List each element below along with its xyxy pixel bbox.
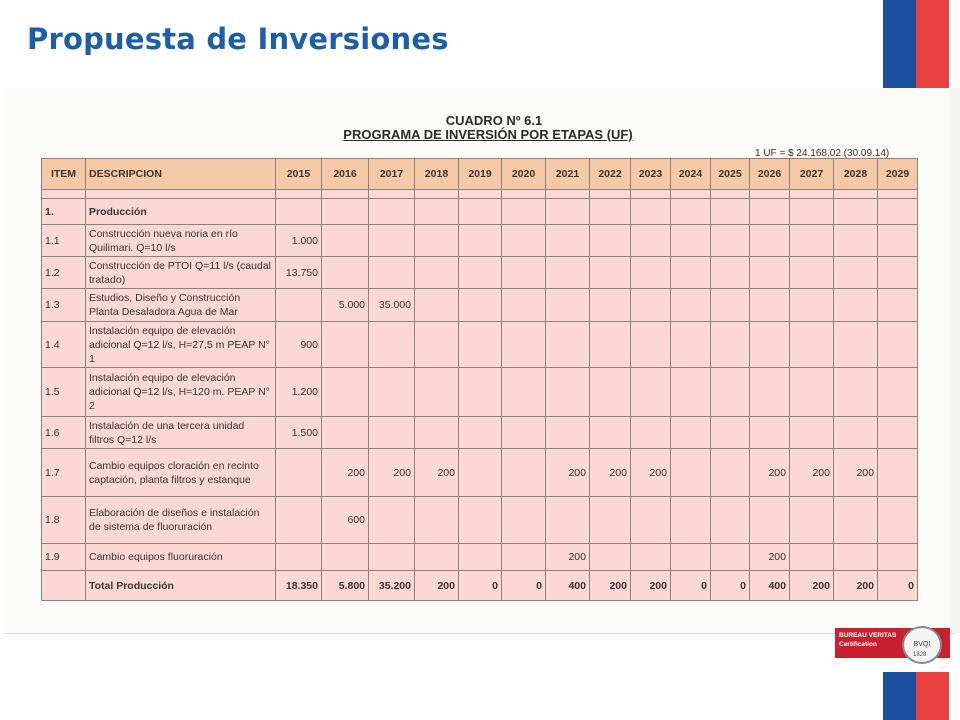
value-cell (459, 449, 502, 497)
description-cell: Construcción nueva noria en río Quilimari. Q=10 l/s (86, 225, 276, 257)
value-cell (590, 225, 631, 257)
value-cell (878, 417, 918, 449)
value-cell (415, 417, 459, 449)
value-cell: 0 (459, 571, 502, 601)
chile-flag-stripe-top (883, 0, 949, 88)
column-header: 2024 (671, 159, 711, 190)
description-cell: Elaboración de diseños e instalación de sistema de fluoruración (86, 497, 276, 544)
value-cell (369, 322, 415, 368)
value-cell (750, 199, 790, 225)
value-cell (750, 257, 790, 289)
column-header: DESCRIPCION (86, 159, 276, 190)
column-header: 2029 (878, 159, 918, 190)
value-cell (790, 257, 834, 289)
value-cell (711, 199, 750, 225)
value-cell (631, 199, 671, 225)
column-header: 2026 (750, 159, 790, 190)
table-row (42, 322, 918, 368)
value-cell (878, 497, 918, 544)
value-cell (878, 257, 918, 289)
certification-seal-icon: BVQI (902, 626, 942, 664)
value-cell (415, 225, 459, 257)
column-header: 2016 (322, 159, 369, 190)
item-cell: 1.8 (42, 497, 86, 544)
value-cell: 0 (711, 571, 750, 601)
value-cell: 200 (834, 449, 878, 497)
table-row (42, 289, 918, 322)
value-cell (790, 322, 834, 368)
value-cell (369, 368, 415, 417)
badge-line-1: BUREAU VERITAS (839, 632, 897, 639)
value-cell (790, 289, 834, 322)
value-cell: 35.200 (369, 571, 415, 601)
value-cell (369, 497, 415, 544)
value-cell: 5.000 (322, 289, 369, 322)
value-cell: 0 (878, 571, 918, 601)
value-cell (711, 289, 750, 322)
value-cell (750, 417, 790, 449)
value-cell (711, 544, 750, 571)
value-cell (502, 544, 546, 571)
value-cell: 18.350 (276, 571, 322, 601)
value-cell (590, 497, 631, 544)
value-cell (711, 497, 750, 544)
column-header: 2028 (834, 159, 878, 190)
item-cell: 1.4 (42, 322, 86, 368)
value-cell (546, 289, 590, 322)
value-cell (415, 257, 459, 289)
value-cell: 900 (276, 322, 322, 368)
value-cell (502, 368, 546, 417)
value-cell (750, 322, 790, 368)
column-header: 2015 (276, 159, 322, 190)
value-cell (415, 199, 459, 225)
uf-exchange-note: 1 UF = $ 24.168,02 (30.09.14) (755, 148, 890, 159)
value-cell (834, 368, 878, 417)
description-cell: Construcción de PTOI Q=11 l/s (caudal tratado) (86, 257, 276, 289)
value-cell (671, 449, 711, 497)
value-cell: 200 (631, 571, 671, 601)
value-cell (502, 497, 546, 544)
value-cell (590, 368, 631, 417)
value-cell (322, 417, 369, 449)
value-cell: 1.000 (276, 225, 322, 257)
value-cell (322, 322, 369, 368)
value-cell (590, 417, 631, 449)
value-cell (590, 544, 631, 571)
value-cell (322, 199, 369, 225)
value-cell (631, 225, 671, 257)
value-cell: 1.200 (276, 368, 322, 417)
table-row (42, 199, 918, 225)
description-cell: Instalación equipo de elevación adicional Q=12 l/s, H=120 m. PEAP N° 2 (86, 368, 276, 417)
value-cell (369, 225, 415, 257)
column-header: 2027 (790, 159, 834, 190)
value-cell (750, 368, 790, 417)
value-cell (546, 368, 590, 417)
value-cell: 200 (590, 571, 631, 601)
spacer-row (42, 190, 918, 199)
description-cell: Cambio equipos cloración en recinto captación, planta filtros y estanque (86, 449, 276, 497)
value-cell (276, 449, 322, 497)
column-header: ITEM (42, 159, 86, 190)
value-cell (502, 449, 546, 497)
value-cell (711, 322, 750, 368)
value-cell: 400 (750, 571, 790, 601)
value-cell (671, 225, 711, 257)
item-cell: 1. (42, 199, 86, 225)
value-cell (459, 289, 502, 322)
value-cell: 200 (750, 449, 790, 497)
table-row (42, 497, 918, 544)
value-cell (790, 544, 834, 571)
value-cell (878, 544, 918, 571)
cuadro-number: CUADRO Nº 6.1 (445, 113, 543, 128)
value-cell (631, 289, 671, 322)
table-row (42, 544, 918, 571)
value-cell (878, 368, 918, 417)
value-cell (834, 225, 878, 257)
description-cell: Estudios, Diseño y Construcción Planta Desaladora Agua de Mar (86, 289, 276, 322)
value-cell (322, 544, 369, 571)
value-cell (415, 322, 459, 368)
value-cell (590, 257, 631, 289)
value-cell (631, 497, 671, 544)
column-header: 2018 (415, 159, 459, 190)
value-cell (546, 322, 590, 368)
item-cell: 1.6 (42, 417, 86, 449)
value-cell (711, 449, 750, 497)
value-cell (750, 225, 790, 257)
value-cell: 200 (415, 449, 459, 497)
value-cell (878, 322, 918, 368)
value-cell (671, 497, 711, 544)
value-cell (878, 225, 918, 257)
description-cell: Total Producción (86, 571, 276, 601)
value-cell (415, 289, 459, 322)
value-cell (834, 497, 878, 544)
value-cell (546, 257, 590, 289)
value-cell (459, 417, 502, 449)
value-cell (790, 368, 834, 417)
value-cell (369, 257, 415, 289)
value-cell: 200 (546, 449, 590, 497)
value-cell (834, 322, 878, 368)
value-cell (276, 199, 322, 225)
value-cell (502, 257, 546, 289)
value-cell (369, 199, 415, 225)
value-cell (790, 199, 834, 225)
table-row (42, 225, 918, 257)
value-cell (790, 417, 834, 449)
value-cell (671, 544, 711, 571)
value-cell (369, 417, 415, 449)
value-cell (671, 417, 711, 449)
value-cell (459, 199, 502, 225)
value-cell (878, 199, 918, 225)
table-row (42, 257, 918, 289)
value-cell (790, 497, 834, 544)
column-header: 2020 (502, 159, 546, 190)
value-cell (834, 199, 878, 225)
value-cell: 200 (834, 571, 878, 601)
value-cell (631, 368, 671, 417)
value-cell (459, 544, 502, 571)
item-cell: 1.3 (42, 289, 86, 322)
value-cell: 600 (322, 497, 369, 544)
description-cell: Instalación de una tercera unidad filtros Q=12 l/s (86, 417, 276, 449)
value-cell (459, 322, 502, 368)
value-cell: 400 (546, 571, 590, 601)
value-cell (546, 225, 590, 257)
value-cell (415, 497, 459, 544)
column-header: 2023 (631, 159, 671, 190)
value-cell (502, 417, 546, 449)
value-cell (878, 449, 918, 497)
column-header: 2021 (546, 159, 590, 190)
investment-table (41, 158, 918, 601)
value-cell (671, 199, 711, 225)
value-cell (502, 225, 546, 257)
slide-title: Propuesta de Inversiones (27, 22, 449, 56)
table-header-row (42, 159, 918, 190)
value-cell (711, 417, 750, 449)
value-cell (369, 544, 415, 571)
value-cell: 5.800 (322, 571, 369, 601)
value-cell (671, 368, 711, 417)
value-cell (671, 322, 711, 368)
value-cell: 200 (750, 544, 790, 571)
value-cell (322, 225, 369, 257)
value-cell (590, 289, 631, 322)
item-cell: 1.7 (42, 449, 86, 497)
value-cell (415, 544, 459, 571)
value-cell (671, 257, 711, 289)
value-cell: 200 (415, 571, 459, 601)
table-row (42, 571, 918, 601)
item-cell: 1.9 (42, 544, 86, 571)
value-cell: 200 (546, 544, 590, 571)
table-row (42, 417, 918, 449)
description-cell: Instalación equipo de elevación adicional Q=12 l/s, H=27,5 m PEAP N° 1 (86, 322, 276, 368)
value-cell (546, 199, 590, 225)
description-cell: Cambio equipos fluoruración (86, 544, 276, 571)
column-header: 2025 (711, 159, 750, 190)
value-cell: 200 (790, 449, 834, 497)
value-cell (502, 289, 546, 322)
value-cell (631, 544, 671, 571)
value-cell: 200 (322, 449, 369, 497)
value-cell (711, 225, 750, 257)
column-header: 2022 (590, 159, 631, 190)
item-cell: 1.2 (42, 257, 86, 289)
value-cell: 0 (502, 571, 546, 601)
value-cell (276, 289, 322, 322)
cuadro-title: PROGRAMA DE INVERSIÓN POR ETAPAS (UF) (343, 127, 633, 142)
value-cell: 200 (590, 449, 631, 497)
value-cell (459, 257, 502, 289)
value-cell (415, 368, 459, 417)
value-cell (711, 368, 750, 417)
badge-line-2: Certification (839, 641, 877, 648)
value-cell: 200 (631, 449, 671, 497)
value-cell (590, 199, 631, 225)
value-cell: 0 (671, 571, 711, 601)
value-cell (631, 257, 671, 289)
value-cell (834, 257, 878, 289)
value-cell (631, 417, 671, 449)
value-cell (750, 289, 790, 322)
value-cell (671, 289, 711, 322)
value-cell (459, 497, 502, 544)
value-cell (750, 497, 790, 544)
value-cell (276, 497, 322, 544)
value-cell: 35.000 (369, 289, 415, 322)
value-cell (459, 368, 502, 417)
item-cell: 1.1 (42, 225, 86, 257)
value-cell: 13.750 (276, 257, 322, 289)
value-cell (502, 199, 546, 225)
seal-year: 1828 (913, 652, 927, 658)
value-cell (322, 368, 369, 417)
value-cell (276, 544, 322, 571)
value-cell: 200 (369, 449, 415, 497)
column-header: 2017 (369, 159, 415, 190)
value-cell (834, 544, 878, 571)
value-cell (546, 417, 590, 449)
value-cell (546, 497, 590, 544)
value-cell (834, 417, 878, 449)
value-cell (459, 225, 502, 257)
table-row (42, 368, 918, 417)
chile-flag-stripe-bottom (883, 672, 949, 720)
item-cell (42, 571, 86, 601)
value-cell (878, 289, 918, 322)
value-cell (322, 257, 369, 289)
item-cell: 1.5 (42, 368, 86, 417)
description-cell: Producción (86, 199, 276, 225)
value-cell (502, 322, 546, 368)
value-cell (834, 289, 878, 322)
value-cell (790, 225, 834, 257)
value-cell (631, 322, 671, 368)
value-cell: 1.500 (276, 417, 322, 449)
value-cell (711, 257, 750, 289)
value-cell (590, 322, 631, 368)
column-header: 2019 (459, 159, 502, 190)
table-row (42, 449, 918, 497)
value-cell: 200 (790, 571, 834, 601)
